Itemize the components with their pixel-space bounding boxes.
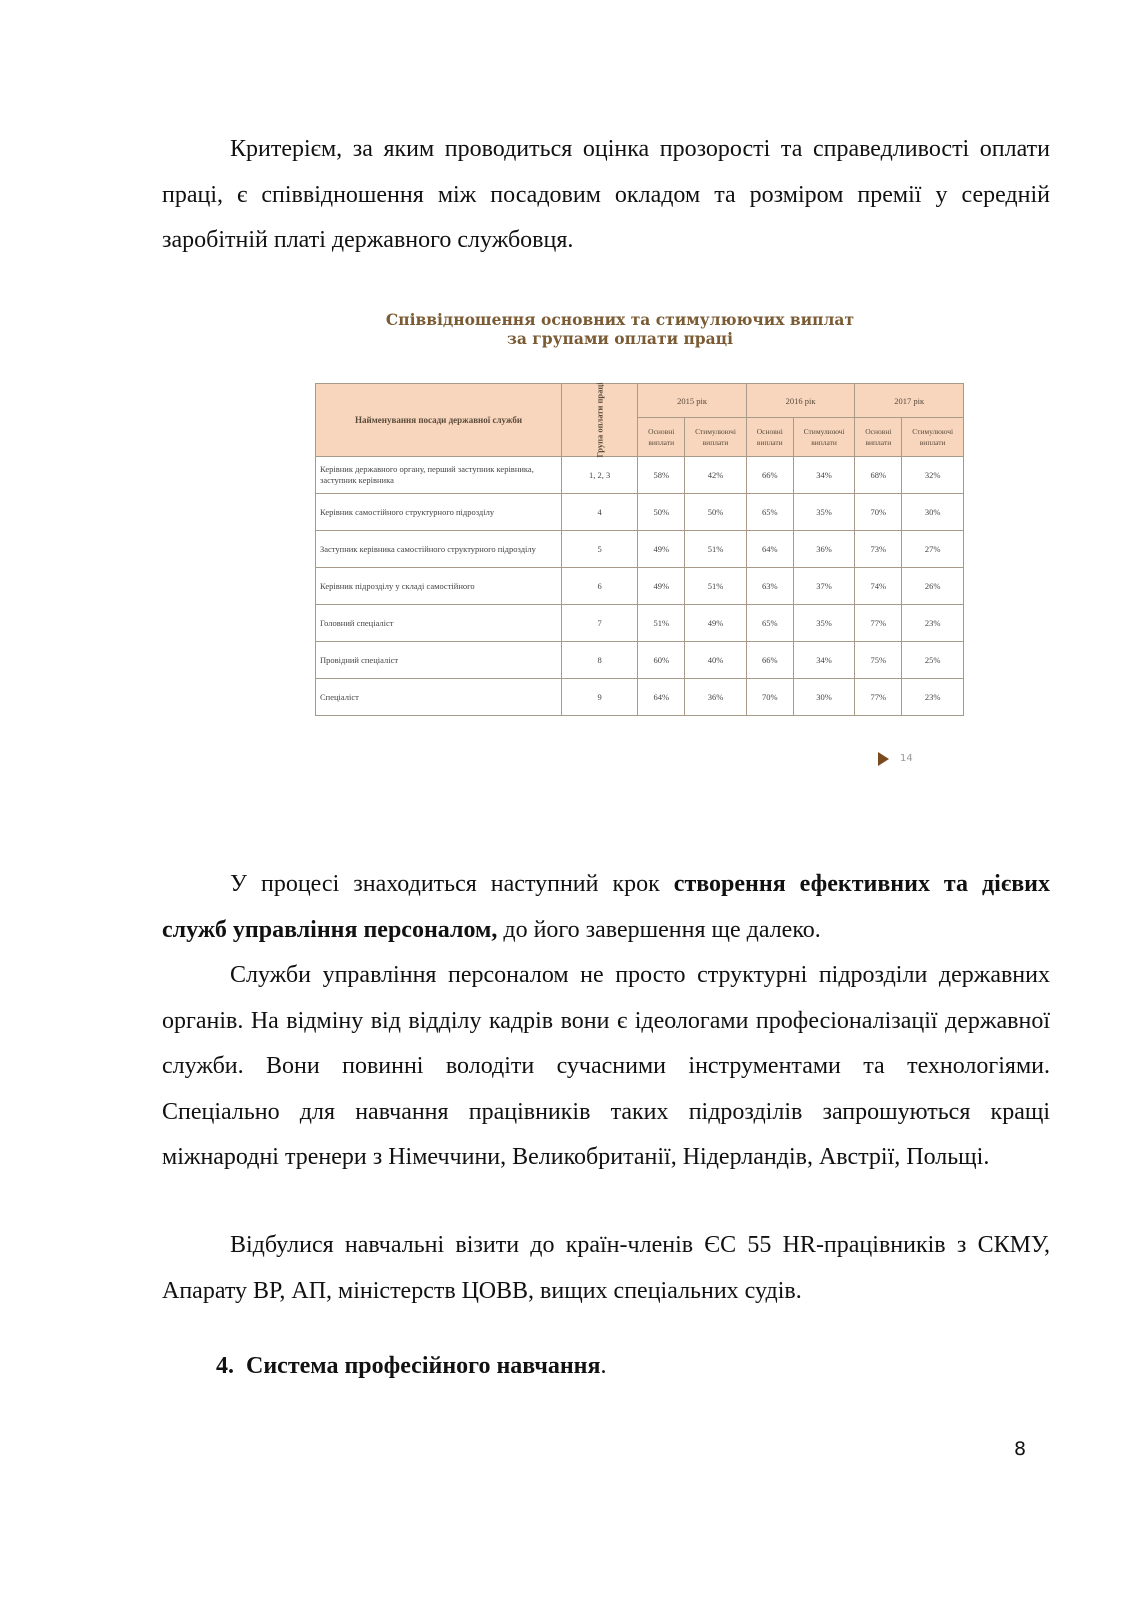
cell-percent: 51% — [685, 531, 747, 568]
cell-position: Спеціаліст — [316, 679, 562, 716]
cell-percent: 65% — [746, 494, 793, 531]
paragraph-hr-services: Служби управління персоналом не просто структурні підрозділи державних органів. На відміну від відділу кадрів вони є ідеологами професіоналізації державної служби. Вони повинні володіти сучасними інструментами та технологіями. Спеціально для навчання працівників таких підрозділів запрошуються кращі міжнародні тренери з Німеччини, Великобританії, Нідерландів, Австрії, Польщі. — [162, 962, 1050, 1170]
play-arrow-icon — [878, 752, 889, 766]
cell-percent: 51% — [638, 605, 685, 642]
cell-percent: 23% — [902, 605, 964, 642]
slide-number: 14 — [900, 753, 913, 764]
cell-group: 5 — [562, 531, 638, 568]
cell-percent: 49% — [685, 605, 747, 642]
header-basic: Основні виплати — [638, 418, 685, 457]
cell-percent: 60% — [638, 642, 685, 679]
cell-percent: 70% — [746, 679, 793, 716]
slide-title-line2: за групами оплати праці — [506, 329, 734, 348]
heading-number: 4. — [216, 1353, 234, 1379]
cell-percent: 30% — [793, 679, 855, 716]
salary-ratio-table — [315, 383, 964, 716]
cell-percent: 36% — [793, 531, 855, 568]
cell-percent: 49% — [638, 568, 685, 605]
cell-percent: 30% — [902, 494, 964, 531]
cell-group: 4 — [562, 494, 638, 531]
cell-percent: 70% — [855, 494, 902, 531]
cell-percent: 35% — [793, 494, 855, 531]
cell-percent: 64% — [746, 531, 793, 568]
heading-trail: . — [600, 1353, 607, 1379]
cell-percent: 37% — [793, 568, 855, 605]
heading-text: Система професійного навчання — [246, 1353, 601, 1379]
cell-percent: 51% — [685, 568, 747, 605]
header-stimulating: Стимулюючі виплати — [685, 418, 747, 457]
cell-percent: 64% — [638, 679, 685, 716]
cell-percent: 74% — [855, 568, 902, 605]
cell-percent: 66% — [746, 642, 793, 679]
cell-group: 1, 2, 3 — [562, 457, 638, 494]
header-year-2015: 2015 рік — [638, 384, 747, 418]
cell-percent: 68% — [855, 457, 902, 494]
cell-percent: 65% — [746, 605, 793, 642]
cell-position: Головний спеціаліст — [316, 605, 562, 642]
header-year-2017: 2017 рік — [855, 384, 964, 418]
paragraph-criterion: Критерієм, за яким проводиться оцінка прозорості та справедливості оплати праці, є співвідношення між посадовим окладом та розміром премії у середній заробітній платі державного службовця. — [162, 136, 1050, 253]
p2-end: до його завершення ще далеко. — [497, 916, 821, 943]
cell-percent: 34% — [793, 642, 855, 679]
paragraph-next-step — [162, 862, 1050, 953]
cell-percent: 50% — [638, 494, 685, 531]
cell-group: 6 — [562, 568, 638, 605]
header-position: Найменування посади державної служби — [316, 384, 562, 457]
header-basic: Основні виплати — [746, 418, 793, 457]
cell-percent: 77% — [855, 605, 902, 642]
cell-percent: 27% — [902, 531, 964, 568]
cell-percent: 75% — [855, 642, 902, 679]
cell-group: 8 — [562, 642, 638, 679]
header-stimulating: Стимулюючі виплати — [793, 418, 855, 457]
cell-percent: 63% — [746, 568, 793, 605]
table-row — [316, 494, 964, 531]
cell-percent: 32% — [902, 457, 964, 494]
cell-percent: 34% — [793, 457, 855, 494]
table-row — [316, 605, 964, 642]
section-heading — [216, 1346, 607, 1386]
table-row — [316, 679, 964, 716]
cell-position: Керівник самостійного структурного підрозділу — [316, 494, 562, 531]
cell-percent: 77% — [855, 679, 902, 716]
cell-position: Керівник підрозділу у складі самостійного — [316, 568, 562, 605]
paragraph-visits: Відбулися навчальні візити до країн-членів ЄС 55 HR-працівників з СКМУ, Апарату ВР, АП, міністерств ЦОВВ, вищих спеціальних судів. — [162, 1232, 1050, 1304]
p2-start: У процесі знаходиться наступний крок — [230, 871, 674, 897]
cell-percent: 42% — [685, 457, 747, 494]
header-basic: Основні виплати — [855, 418, 902, 457]
cell-group: 7 — [562, 605, 638, 642]
cell-percent: 23% — [902, 679, 964, 716]
cell-percent: 58% — [638, 457, 685, 494]
cell-percent: 50% — [685, 494, 747, 531]
cell-group: 9 — [562, 679, 638, 716]
cell-position: Провідний спеціаліст — [316, 642, 562, 679]
page-number: 8 — [1014, 1438, 1027, 1460]
cell-percent: 66% — [746, 457, 793, 494]
p2-bold: створення ефективних та дієвих служб управління персоналом, — [162, 871, 1050, 943]
header-year-2016: 2016 рік — [746, 384, 855, 418]
cell-percent: 40% — [685, 642, 747, 679]
table-row — [316, 531, 964, 568]
cell-position: Керівник державного органу, перший заступник керівника, заступник керівника — [316, 457, 562, 494]
slide-title-line1: Співвідношення основних та стимулюючих виплат — [385, 310, 855, 329]
cell-percent: 73% — [855, 531, 902, 568]
slide-title — [300, 310, 940, 348]
table-row — [316, 568, 964, 605]
cell-percent: 25% — [902, 642, 964, 679]
cell-percent: 35% — [793, 605, 855, 642]
slide-image — [300, 300, 980, 790]
header-group: Група оплати праці — [562, 384, 638, 457]
cell-percent: 49% — [638, 531, 685, 568]
table-row — [316, 642, 964, 679]
cell-percent: 26% — [902, 568, 964, 605]
header-stimulating: Стимулюючі виплати — [902, 418, 964, 457]
table-row — [316, 457, 964, 494]
cell-percent: 36% — [685, 679, 747, 716]
cell-position: Заступник керівника самостійного структурного підрозділу — [316, 531, 562, 568]
